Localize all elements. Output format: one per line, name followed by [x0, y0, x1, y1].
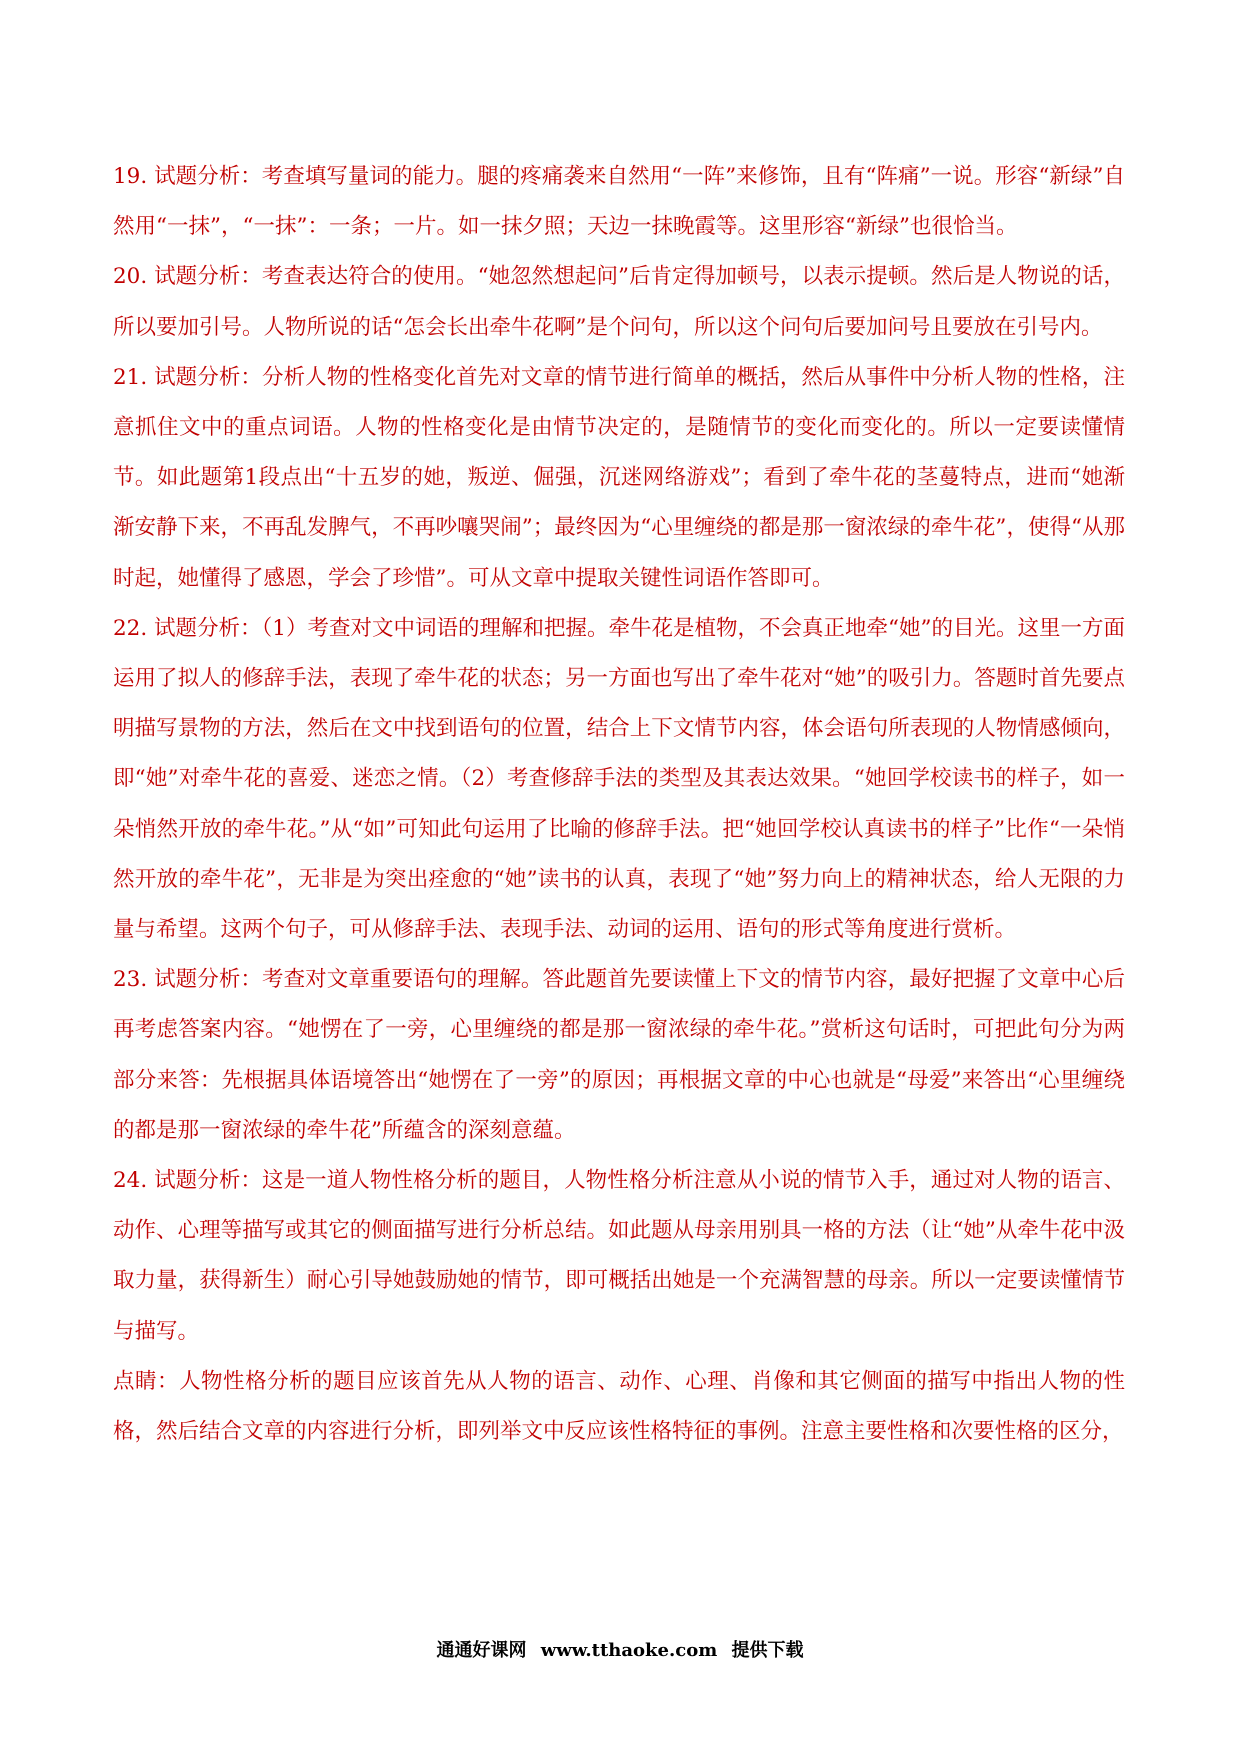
answer-analysis-body: [113, 152, 1125, 1457]
footer-action: 提供下载: [731, 1640, 804, 1661]
analysis-q22: 22. 试题分析：（1）考查对文中词语的理解和把握。牵牛花是植物，不会真正地牵“她”的目光。这里一方面运用了拟人的修辞手法，表现了牵牛花的状态；另一方面也写出了牵牛花对“她”的吸引力。答题时首先要点明描写景物的方法，然后在文中找到语句的位置，结合上下文情节内容，体会语句所表现的人物情感倾向，即“她”对牵牛花的喜爱、迷恋之情。（2）考查修辞手法的类型及其表达效果。“她回学校读书的样子，如一朵悄然开放的牵牛花。”从“如”可知此句运用了比喻的修辞手法。把“她回学校认真读书的样子”比作“一朵悄然开放的牵牛花”，无非是为突出痊愈的“她”读书的认真，表现了“她”努力向上的精神状态，给人无限的力量与希望。这两个句子，可从修辞手法、表现手法、动词的运用、语句的形式等角度进行赏析。: [113, 615, 1125, 943]
page-footer: [0, 1636, 1240, 1662]
analysis-q21: 21. 试题分析：分析人物的性格变化首先对文章的情节进行简单的概括，然后从事件中分析人物的性格，注意抓住文中的重点词语。人物的性格变化是由情节决定的，是随情节的变化而变化的。所以一定要读懂情节。如此题第1段点出“十五岁的她，叛逆、倔强，沉迷网络游戏”；看到了牵牛花的茎蔓特点，进而“她渐渐安静下来，不再乱发脾气，不再吵嚷哭闹”；最终因为“心里缠绕的都是那一窗浓绿的牵牛花”，使得“从那时起，她懂得了感恩，学会了珍惜”。可从文章中提取关键性词语作答即可。: [113, 364, 1125, 591]
footer-url[interactable]: www.tthaoke.com: [540, 1640, 718, 1661]
analysis-q19: 19. 试题分析：考查填写量词的能力。腿的疼痛袭来自然用“一阵”来修饰，且有“阵痛”一说。形容“新绿”自然用“一抹”，“一抹”：一条；一片。如一抹夕照；天边一抹晚霞等。这里形容“新绿”也很恰当。: [113, 164, 1125, 240]
analysis-q20: 20. 试题分析：考查表达符合的使用。“她忽然想起问”后肯定得加顿号，以表示提顿。然后是人物说的话，所以要加引号。人物所说的话“怎会长出牵牛花啊”是个问句，所以这个问句后要加问号且要放在引号内。: [113, 264, 1125, 340]
tip-note: 点睛：人物性格分析的题目应该首先从人物的语言、动作、心理、肖像和其它侧面的描写中指出人物的性格，然后结合文章的内容进行分析，即列举文中反应该性格特征的事例。注意主要性格和次要性格的区分，: [113, 1368, 1125, 1445]
analysis-q24: 24. 试题分析：这是一道人物性格分析的题目，人物性格分析注意从小说的情节入手，通过对人物的语言、动作、心理等描写或其它的侧面描写进行分析总结。如此题从母亲用别具一格的方法（让“她”从牵牛花中汲取力量，获得新生）耐心引导她鼓励她的情节，即可概括出她是一个充满智慧的母亲。所以一定要读懂情节与描写。: [113, 1168, 1125, 1344]
analysis-q23: 23. 试题分析：考查对文章重要语句的理解。答此题首先要读懂上下文的情节内容，最好把握了文章中心后再考虑答案内容。“她愣在了一旁，心里缠绕的都是那一窗浓绿的牵牛花。”赏析这句话时，可把此句分为两部分来答：先根据具体语境答出“她愣在了一旁”的原因；再根据文章的中心也就是“母爱”来答出“心里缠绕的都是那一窗浓绿的牵牛花”所蕴含的深刻意蕴。: [113, 967, 1125, 1143]
footer-brand: 通通好课网: [436, 1640, 527, 1661]
